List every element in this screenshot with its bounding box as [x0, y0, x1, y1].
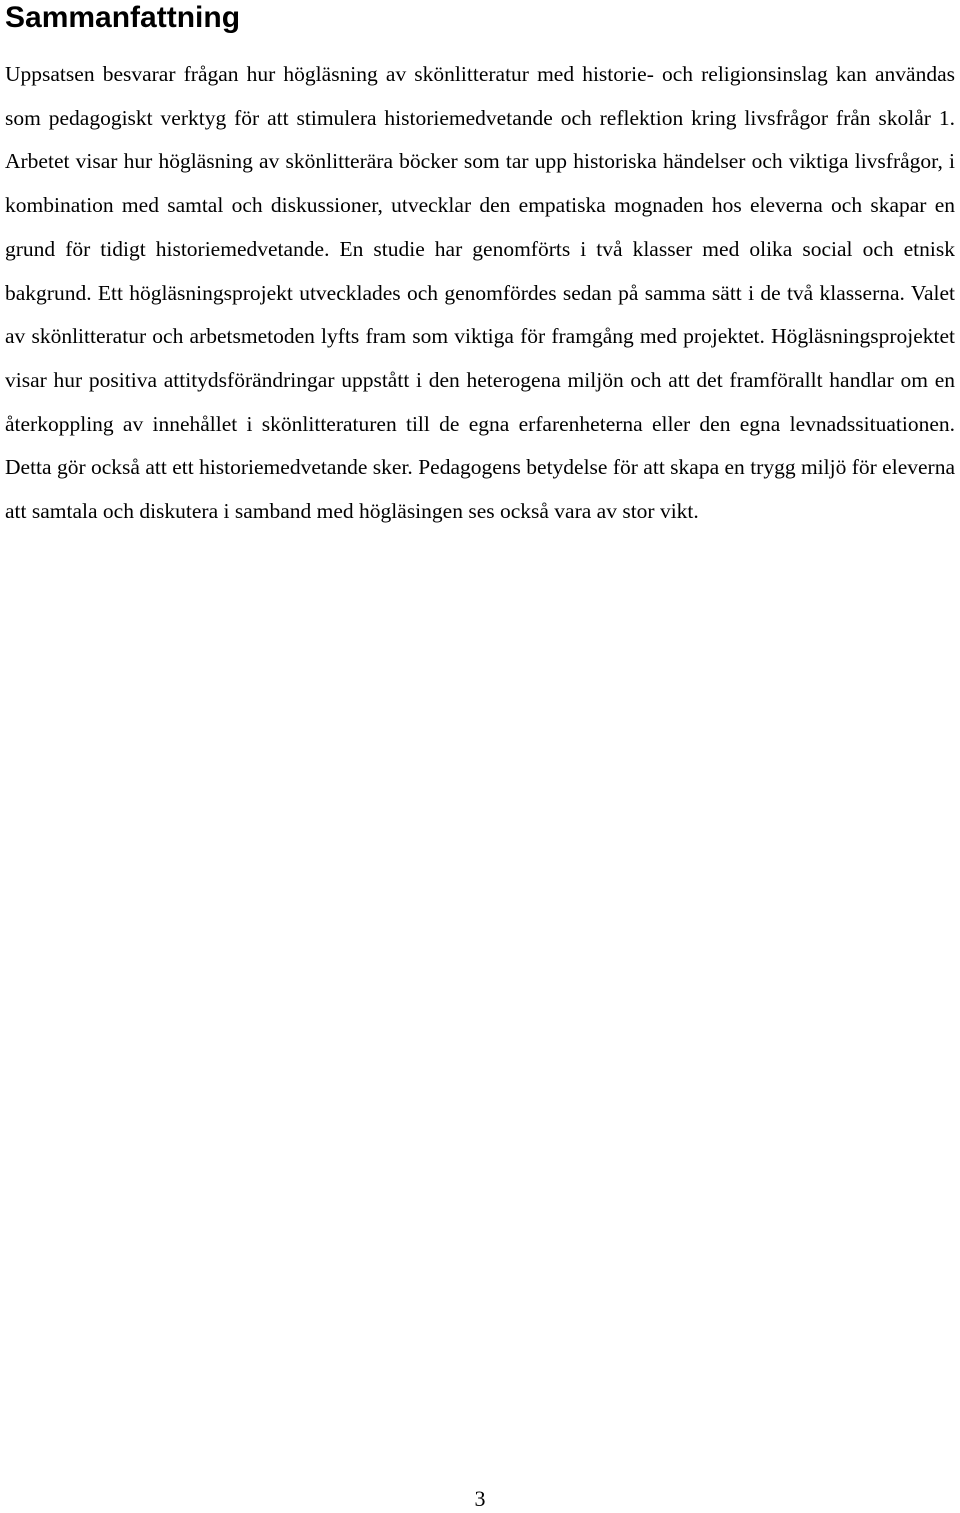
section-heading: Sammanfattning — [5, 1, 241, 34]
abstract-paragraph: Uppsatsen besvarar frågan hur högläsning av skönlitteratur med historie- och religionsinslag kan användas som pedagogiskt verktyg för att stimulera historiemedvetande och reflektion kring livsfrågor från skolår 1. Arbetet visar hur högläsning av skönlitterära böcker som tar upp historiska händelser och viktiga livsfrågor, i kombination med samtal och diskussioner, utvecklar den empatiska mognaden hos eleverna och skapar en grund för tidigt historiemedvetande. En studie har genomförts i två klasser med olika social och etnisk bakgrund. Ett högläsningsprojekt utvecklades och genomfördes sedan på samma sätt i de två klasserna. Valet av skönlitteratur och arbetsmetoden lyfts fram som viktiga för framgång med projektet. Högläsningsprojektet visar hur positiva attitydsförändringar uppstått i den heterogena miljön och att det framförallt handlar om en återkoppling av innehållet i skönlitteraturen till de egna erfarenheterna eller den egna levnadssituationen. Detta gör också att ett historiemedvetande sker. Pedagogens betydelse för att skapa en trygg miljö för eleverna att samtala och diskutera i samband med högläsingen ses också vara av stor vikt. — [5, 62, 955, 524]
page-number: 3 — [474, 1486, 486, 1511]
